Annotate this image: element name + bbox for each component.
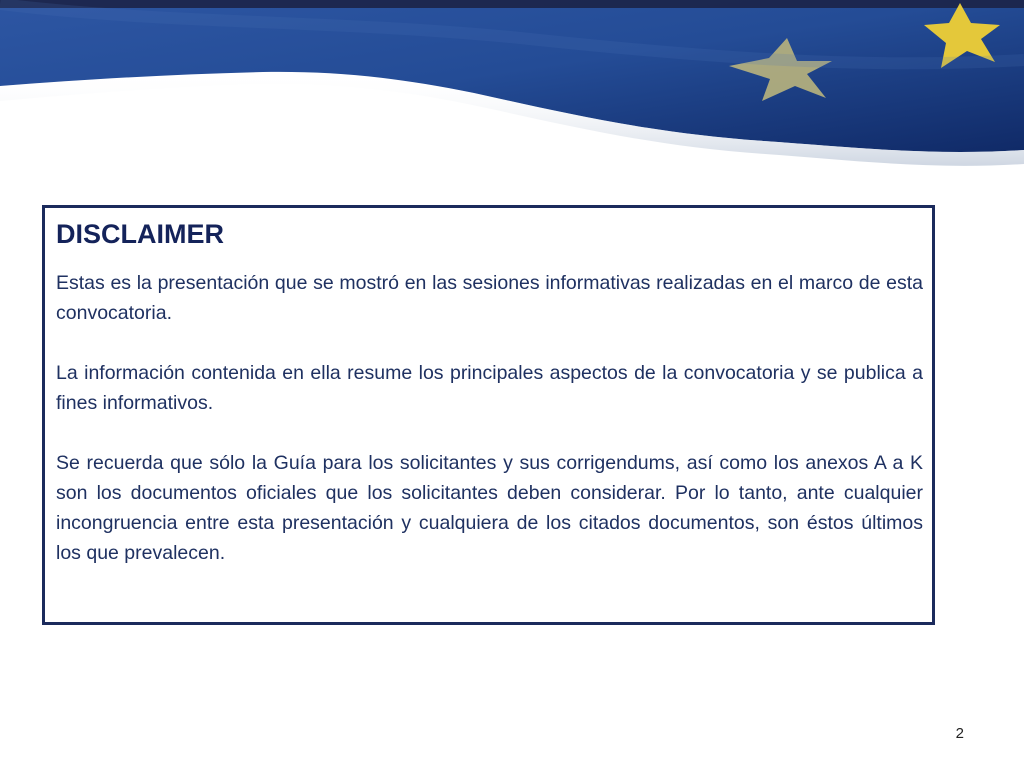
eu-flag-wave-banner-icon bbox=[0, 0, 1024, 170]
disclaimer-paragraph-3: Se recuerda que sólo la Guía para los solicitantes y sus corrigendums, así como los anexos A a K son los documentos oficiales que los solicitantes deben considerar. Por lo tanto, ante cualquier incongruencia entre esta presentación y cualquiera de los citados documentos, son éstos últimos los que prevalecen. bbox=[56, 452, 923, 564]
disclaimer-box bbox=[42, 205, 935, 625]
disclaimer-paragraph-2: La información contenida en ella resume los principales aspectos de la convocatoria y se publica a fines informativos. bbox=[56, 362, 923, 414]
disclaimer-title: DISCLAIMER bbox=[56, 219, 224, 249]
disclaimer-paragraph-1: Estas es la presentación que se mostró en las sesiones informativas realizadas en el marco de esta convocatoria. bbox=[56, 272, 923, 324]
slide-number: 2 bbox=[955, 725, 964, 742]
